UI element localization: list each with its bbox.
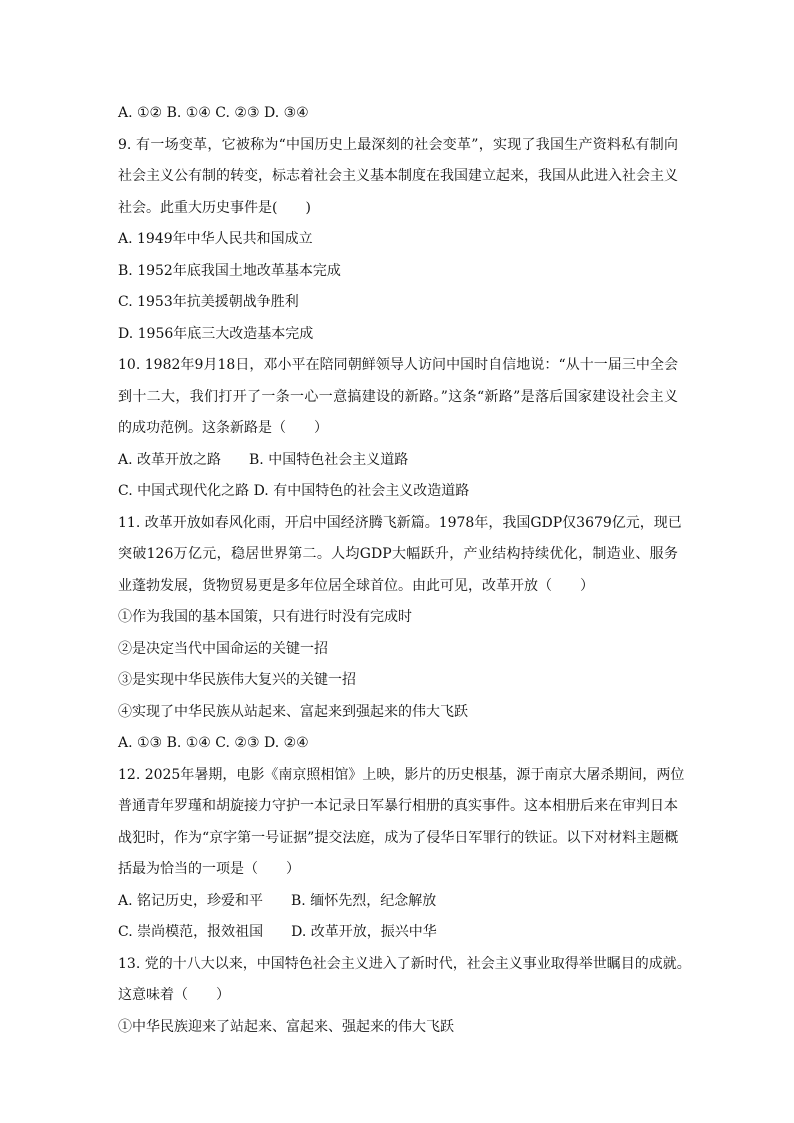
q11-stem-line-1: 11. 改革开放如春风化雨，开启中国经济腾飞新篇。1978年，我国GDP仅3679亿元，现已 bbox=[118, 514, 682, 531]
q13-statement-1: ①中华民族迎来了站起来、富起来、强起来的伟大飞跃 bbox=[118, 1018, 454, 1035]
q9-stem-line-3: 社会。此重大历史事件是( ) bbox=[118, 199, 311, 216]
q11-stem-line-3: 业蓬勃发展，货物贸易更是多年位居全球首位。由此可见，改革开放（ ） bbox=[118, 577, 594, 594]
q13-stem-line-1: 13. 党的十八大以来，中国特色社会主义进入了新时代，社会主义事业取得举世瞩目的成就。 bbox=[118, 955, 691, 972]
q12-option-a: A. 铭记历史，珍爱和平 bbox=[118, 892, 264, 909]
q8-options: A. ①② B. ①④ C. ②③ D. ③④ bbox=[118, 105, 309, 121]
q9-option-a: A. 1949年中华人民共和国成立 bbox=[118, 231, 313, 247]
q10-options-row-2: C. 中国式现代化之路 D. 有中国特色的社会主义改造道路 bbox=[118, 483, 470, 499]
q12-stem-line-4: 括最为恰当的一项是（ ） bbox=[118, 861, 300, 877]
q9-option-d: D. 1956年底三大改造基本完成 bbox=[118, 325, 314, 342]
q11-statement-2: ②是决定当代中国命运的关键一招 bbox=[118, 640, 328, 657]
q11-statement-1: ①作为我国的基本国策，只有进行时没有完成时 bbox=[118, 609, 412, 625]
q12-option-d: D. 改革开放，振兴中华 bbox=[291, 924, 437, 940]
q10-option-b: B. 中国特色社会主义道路 bbox=[249, 451, 409, 468]
q11-options: A. ①③ B. ①④ C. ②③ D. ②④ bbox=[118, 735, 309, 751]
q9-stem-line-1: 9. 有一场变革，它被称为“中国历史上最深刻的社会变革”，实现了我国生产资料私有制向 bbox=[118, 136, 678, 153]
q11-stem-line-2: 突破126万亿元，稳居世界第二。人均GDP大幅跃升，产业结构持续优化，制造业、服务 bbox=[118, 546, 678, 562]
q13-stem-line-2: 这意味着（ ） bbox=[118, 987, 230, 1003]
q11-statement-4: ④实现了中华民族从站起来、富起来到强起来的伟大飞跃 bbox=[118, 703, 468, 720]
q12-options-row-2 bbox=[118, 917, 678, 949]
question-content bbox=[118, 98, 691, 1043]
q12-stem-line-3: 战犯时，作为“京字第一号证据”提交法庭，成为了侵华日军罪行的铁证。以下对材料主题概 bbox=[118, 829, 679, 846]
q10-stem-line-2: 到十二大，我们打开了一条一心一意搞建设的新路。”这条“新路”是落后国家建设社会主义 bbox=[118, 388, 678, 405]
q12-stem-line-2: 普通青年罗瑾和胡旋接力守护一本记录日军暴行相册的真实事件。这本相册后来在审判日本 bbox=[118, 798, 678, 814]
q12-option-c: C. 崇尚模范，报效祖国 bbox=[118, 924, 264, 940]
q9-option-b: B. 1952年底我国土地改革基本完成 bbox=[118, 262, 341, 279]
q10-option-a: A. 改革开放之路 bbox=[118, 451, 222, 468]
q12-options-row-1 bbox=[118, 886, 678, 918]
q10-stem-line-3: 的成功范例。这条新路是（ ） bbox=[118, 420, 328, 436]
q11-statement-3: ③是实现中华民族伟大复兴的关键一招 bbox=[118, 672, 356, 688]
q12-stem-line-1: 12. 2025年暑期，电影《南京照相馆》上映，影片的历史根基，源于南京大屠杀期间，两位 bbox=[118, 766, 685, 783]
q9-stem-line-2: 社会主义公有制的转变，标志着社会主义基本制度在我国建立起来，我国从此进入社会主义 bbox=[118, 168, 678, 184]
q10-stem-line-1: 10. 1982年9月18日，邓小平在陪同朝鲜领导人访问中国时自信地说：“从十一届三中全会 bbox=[118, 357, 678, 373]
q10-options-row-1 bbox=[118, 445, 678, 477]
q9-option-c: C. 1953年抗美援朝战争胜利 bbox=[118, 294, 299, 310]
q12-option-b: B. 缅怀先烈，纪念解放 bbox=[291, 892, 437, 909]
